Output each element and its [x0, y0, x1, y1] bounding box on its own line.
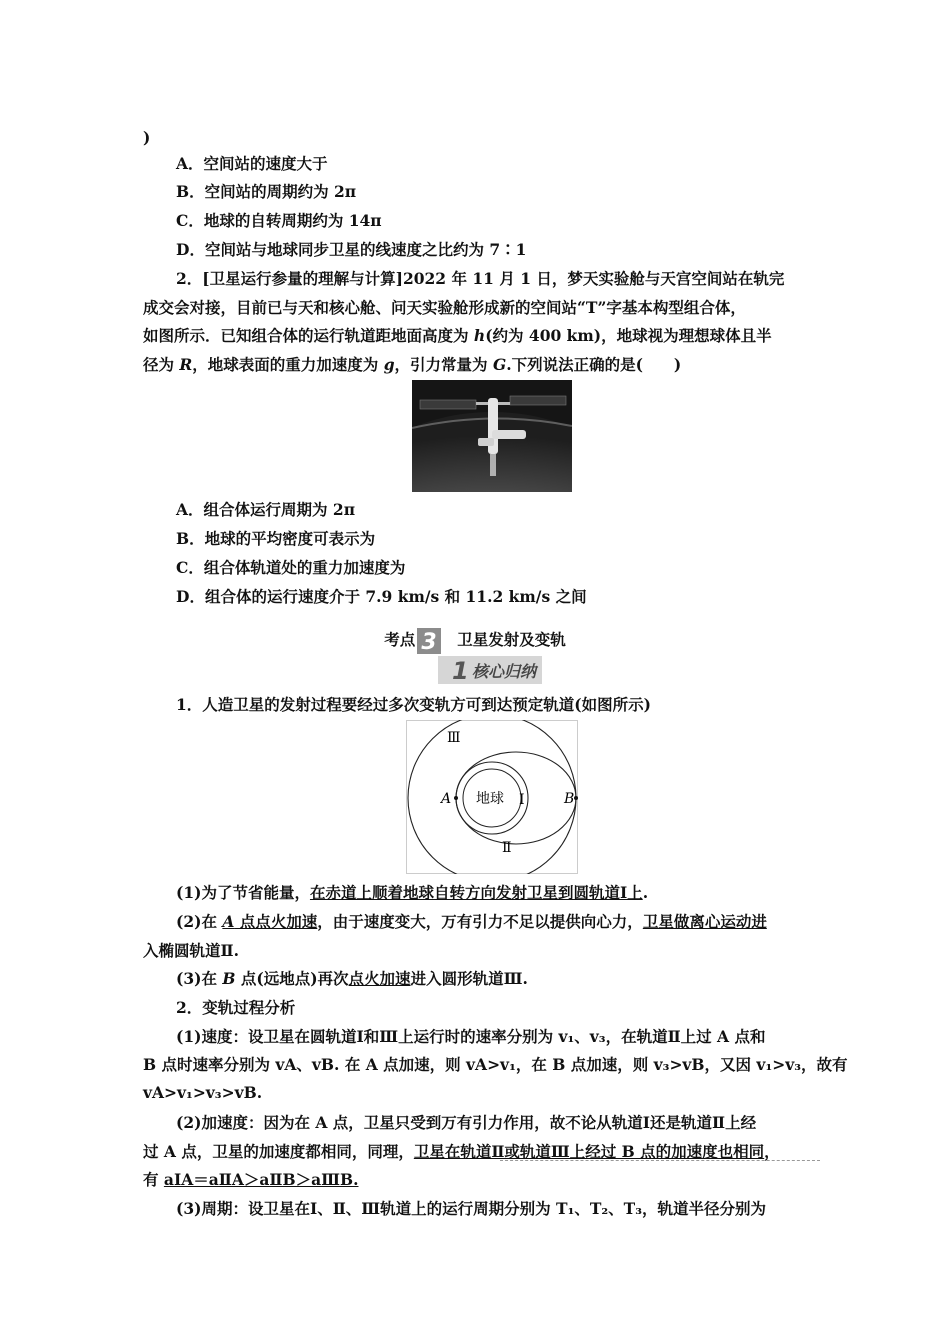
answer-a: A．组合体运行周期为 2π	[176, 500, 356, 519]
question-2-line-4	[143, 355, 808, 375]
question-2-line-2: 成交会对接，目前已与天和核心舱、问天实验舱形成新的空间站“T”字基本构型组合体，	[143, 298, 746, 317]
orbit-3-label: Ⅲ	[447, 730, 461, 746]
underlined-text: 卫星在轨道Ⅱ或轨道Ⅲ上经过 B 点的加速度也相同	[413, 1142, 765, 1161]
para-4	[176, 969, 841, 989]
section-prefix: 考点	[384, 630, 416, 649]
option-a: A．空间站的速度大于	[176, 154, 328, 173]
text-span: (3)在	[176, 969, 223, 988]
underlined-text: aⅠA＝aⅡA＞aⅡB＞aⅢB.	[163, 1170, 359, 1189]
paren-line: )	[143, 128, 151, 147]
underlined-text: 点火加速	[348, 969, 411, 988]
para-6-line-1: (1)速度：设卫星在圆轨道Ⅰ和Ⅲ上运行时的速率分别为 v₁、v₃，在轨道Ⅱ上过 A 点和	[176, 1027, 766, 1046]
text-span: 如图所示．已知组合体的运行轨道距地面高度为	[143, 326, 474, 345]
text-span: 有	[143, 1170, 164, 1189]
text-span: .	[642, 883, 649, 902]
para-7-line-3	[143, 1170, 808, 1190]
banner-text: 核心归纳	[472, 662, 537, 681]
var-G: G	[492, 355, 507, 374]
para-6-line-2: B 点时速率分别为 vA、vB. 在 A 点加速，则 vA>v₁，在 B 点加速，则 v₃>vB，又因 v₁>v₃，故有	[143, 1055, 848, 1074]
underlined-text: 点点火加速	[234, 912, 318, 931]
orbit-diagram	[406, 720, 578, 874]
option-b: B．空间站的周期约为 2π	[176, 182, 357, 201]
text-span: ，引力常量为	[394, 355, 493, 374]
section-number: 3	[421, 630, 437, 654]
earth-label: 地球	[476, 791, 504, 807]
text-span: (2)在	[176, 912, 223, 931]
point-a-dot	[454, 796, 458, 800]
underlined-text: 卫星做离心运动进	[642, 912, 767, 931]
banner-number: 1	[452, 657, 469, 684]
var-A: A	[222, 912, 235, 931]
text-span: 过 A 点，卫星的加速度都相同，同理，	[143, 1142, 414, 1161]
para-6-line-3: vA>v₁>v₃>vB.	[143, 1083, 263, 1102]
underlined-text: 在赤道上顺着地球自转方向发射卫星到圆轨道Ⅰ上	[309, 883, 643, 902]
text-span: (约为 400 km)，地球视为理想球体且半	[485, 326, 772, 345]
var-g: g	[383, 355, 395, 374]
answer-b: B．地球的平均密度可表示为	[176, 529, 376, 548]
text-span: .下列说法正确的是( )	[506, 355, 682, 374]
var-B: B	[222, 969, 236, 988]
text-span: ，由于速度变大，万有引力不足以提供向心力，	[317, 912, 643, 931]
para-7-line-2	[143, 1142, 808, 1162]
space-station-photo	[412, 380, 572, 492]
question-2-line-1: 2．[卫星运行参量的理解与计算]2022 年 11 月 1 日，梦天实验舱与天宫空间站在轨完	[176, 269, 785, 288]
text-span: 进入圆形轨道Ⅲ.	[410, 969, 528, 988]
para-5: 2．变轨过程分析	[176, 998, 296, 1017]
para-3-cont: 入椭圆轨道Ⅱ.	[143, 941, 239, 960]
orbit-1-label: Ⅰ	[519, 792, 525, 808]
section-number-badge	[417, 628, 441, 654]
point-b-dot	[574, 796, 578, 800]
para-3	[176, 912, 841, 932]
text-span: 点(远地点)再次	[235, 969, 349, 988]
dashed-rule	[500, 1160, 820, 1161]
var-R: R	[179, 355, 193, 374]
text-span: 径为	[143, 355, 180, 374]
text-span: (1)为了节省能量，	[176, 883, 310, 902]
orbit-2-label: Ⅱ	[502, 840, 512, 856]
section-heading	[0, 628, 950, 654]
core-summary-banner	[438, 656, 542, 684]
answer-c: C．组合体轨道处的重力加速度为	[176, 558, 406, 577]
question-2-line-3	[143, 326, 808, 346]
para-8: (3)周期：设卫星在Ⅰ、Ⅱ、Ⅲ轨道上的运行周期分别为 T₁、T₂、T₃，轨道半径分别为	[176, 1199, 767, 1218]
point-a-label: A	[441, 791, 452, 807]
text-span: ，	[764, 1142, 780, 1161]
section-title: 卫星发射及变轨	[457, 630, 566, 649]
option-d: D．空间站与地球同步卫星的线速度之比约为 7∶1	[176, 240, 527, 259]
para-1: 1．人造卫星的发射过程要经过多次变轨方可到达预定轨道(如图所示)	[176, 695, 651, 714]
para-2	[176, 883, 841, 903]
para-7-line-1: (2)加速度：因为在 A 点，卫星只受到万有引力作用，故不论从轨道Ⅰ还是轨道Ⅱ上经	[176, 1113, 757, 1132]
var-h: h	[473, 326, 486, 345]
answer-d: D．组合体的运行速度介于 7.9 km/s 和 11.2 km/s 之间	[176, 587, 587, 606]
option-c: C．地球的自转周期约为 14π	[176, 211, 382, 230]
text-span: ，地球表面的重力加速度为	[192, 355, 384, 374]
point-b-label: B	[564, 791, 575, 807]
